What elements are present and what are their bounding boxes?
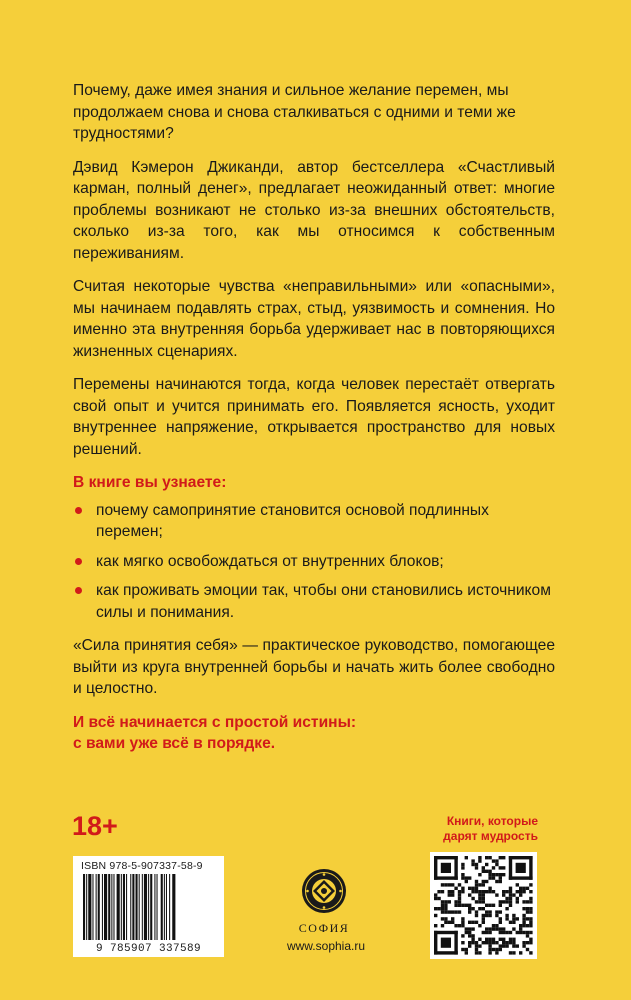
list-item-text: как мягко освобождаться от внутренних блоков; xyxy=(96,552,444,570)
bullet-icon xyxy=(75,558,82,565)
intro-paragraph-1: Почему, даже имея знания и сильное желание перемен, мы продолжаем снова и снова сталкиваться с одними и теми же трудностями? xyxy=(73,82,516,142)
slogan-line-2: дарят мудрость xyxy=(443,829,538,843)
list-item xyxy=(73,500,555,543)
closing-line-2: с вами уже всё в порядке. xyxy=(73,735,276,752)
barcode-icon xyxy=(81,874,216,940)
age-rating: 18+ xyxy=(72,811,118,841)
qr-code-icon xyxy=(430,852,537,959)
sophia-logo-icon xyxy=(301,868,347,914)
learn-heading: В книге вы узнаете: xyxy=(73,474,227,491)
learn-list xyxy=(73,500,555,624)
bullet-icon xyxy=(75,587,82,594)
summary-paragraph: «Сила принятия себя» — практическое руководство, помогающее выйти из круга внутренней борьбы и начать жить более свободно и целостно. xyxy=(73,637,555,697)
barcode-block xyxy=(73,856,224,957)
list-item xyxy=(73,551,555,573)
isbn-text: ISBN 978-5-907337-58-9 xyxy=(81,860,203,872)
list-item xyxy=(73,580,555,623)
list-item-text: как проживать эмоции так, чтобы они становились источником силы и понимания. xyxy=(96,582,551,621)
publisher-slogan xyxy=(378,814,538,844)
bullet-icon xyxy=(75,507,82,514)
barcode-digits: 9 785907 337589 xyxy=(95,943,202,955)
list-item-text: почему самопринятие становится основой подлинных перемен; xyxy=(96,501,489,540)
publisher-logo xyxy=(296,868,352,936)
publisher-website: www.sophia.ru xyxy=(286,939,366,953)
publisher-name: СОФИЯ xyxy=(298,921,350,935)
slogan-line-1: Книги, которые xyxy=(446,814,538,828)
closing-line-1: И всё начинается с простой истины: xyxy=(73,713,357,731)
qr-code xyxy=(430,852,537,959)
back-cover-text xyxy=(73,80,555,755)
intro-paragraph-3: Считая некоторые чувства «неправильными» или «опасными», мы начинаем подавлять страх, стыд, уязвимость и сомнения. Но именно эта внутренняя борьба удерживает нас в повторяющихся жизненных сценариях. xyxy=(73,278,555,360)
intro-paragraph-2: Дэвид Кэмерон Джиканди, автор бестселлера «Счастливый карман, полный денег», предлагает неожиданный ответ: многие проблемы возникают не столько из-за внешних обстоятельств, сколько из-за того, как мы относимся к собственным переживаниям. xyxy=(73,158,555,262)
intro-paragraph-4: Перемены начинаются тогда, когда человек перестаёт отвергать свой опыт и учится принимать его. Появляется ясность, уходит внутреннее напряжение, открывается пространство для новых решений. xyxy=(73,376,555,458)
